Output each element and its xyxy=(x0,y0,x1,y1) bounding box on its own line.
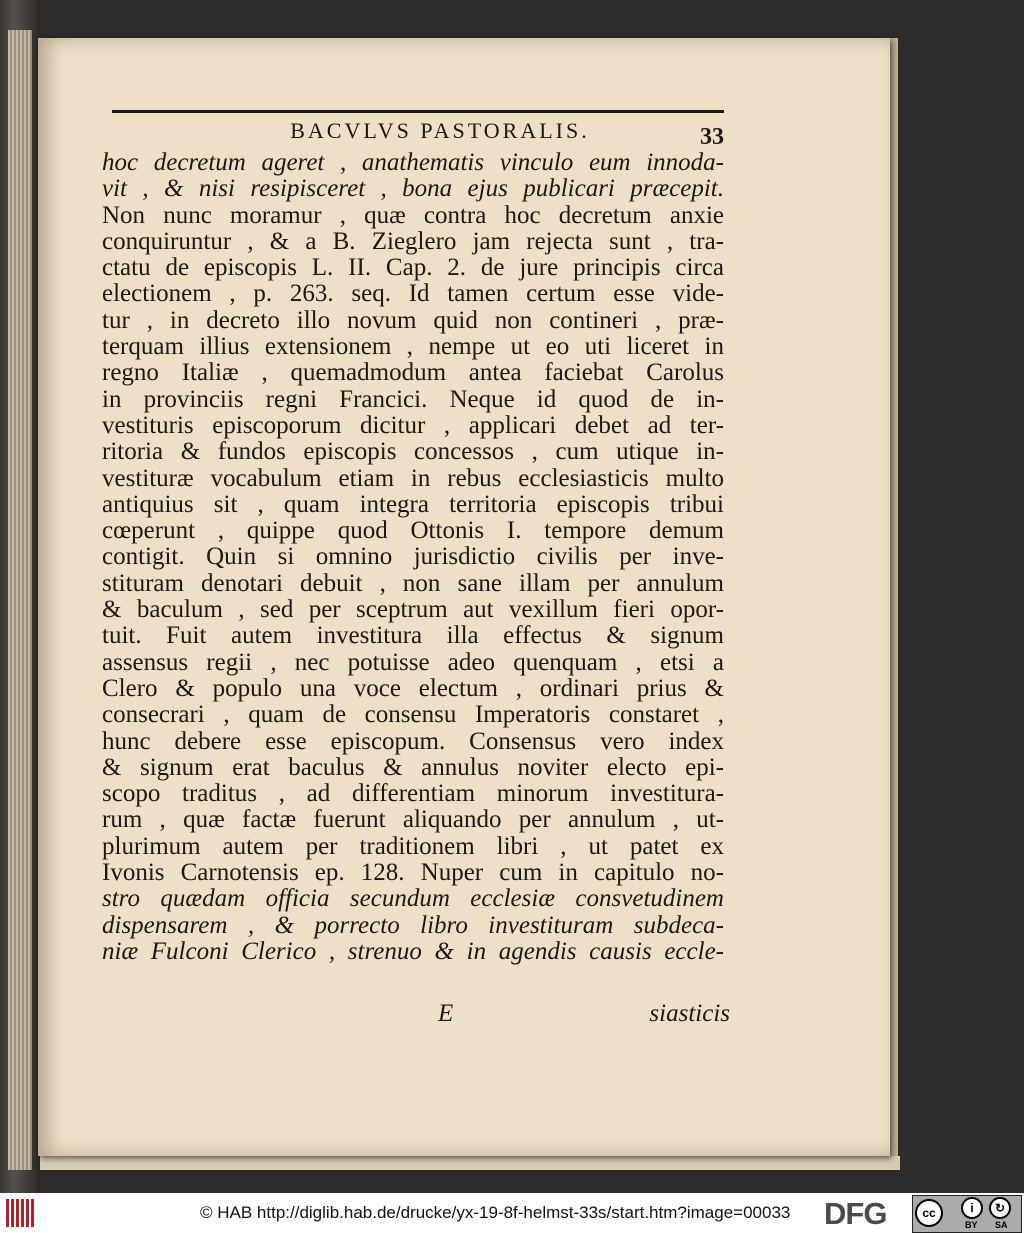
text-line: & baculum , sed per sceptrum aut vexillum fieri opor- xyxy=(102,596,724,624)
page-number: 33 xyxy=(700,124,724,150)
dfg-logo[interactable]: DFG xyxy=(824,1196,887,1231)
share-alike-icon: ↻ xyxy=(989,1197,1011,1219)
signature-mark: E xyxy=(438,1000,454,1027)
catchword: siasticis xyxy=(649,1000,730,1027)
text-line: tuit. Fuit autem investitura illa effectus & signum xyxy=(102,622,724,650)
body-text xyxy=(102,150,724,965)
text-line: scopo traditus , ad differentiam minorum investitura- xyxy=(102,780,724,808)
cc-license-badge[interactable] xyxy=(912,1195,1022,1233)
text-line: rum , quæ factæ fuerunt aliquando per annulum , ut- xyxy=(102,806,724,834)
text-line: dispensarem , & porrecto libro investituram subdeca- xyxy=(102,911,724,939)
page-edges xyxy=(8,30,32,1170)
attribution-icon: i xyxy=(961,1197,983,1219)
text-line: contigit. Quin si omnino jurisdictio civilis per inve- xyxy=(102,543,724,571)
text-line: Non nunc moramur , quæ contra hoc decretum anxie xyxy=(102,201,724,229)
text-line: & signum erat baculus & annulus noviter electo epi- xyxy=(102,753,724,781)
text-line: terquam illius extensionem , nempe ut eo uti liceret in xyxy=(102,333,724,361)
text-line: ritoria & fundos episcopis concessos , cum utique in- xyxy=(102,438,724,466)
text-line: hunc debere esse episcopum. Consensus vero index xyxy=(102,727,724,755)
text-line: in provinciis regni Francici. Neque id quod de in- xyxy=(102,385,724,413)
text-line: Ivonis Carnotensis ep. 128. Nuper cum in capitulo no- xyxy=(102,859,724,887)
text-line: vestituris episcoporum dicitur , applicari debet ad ter- xyxy=(102,411,724,439)
text-line: niæ Fulconi Clerico , strenuo & in agendis causis eccle- xyxy=(102,937,724,965)
page-bottom-edge xyxy=(40,1156,900,1170)
text-line: hoc decretum ageret , anathematis vinculo eum innoda- xyxy=(102,149,724,176)
cc-sa-label: SA xyxy=(995,1220,1008,1230)
text-line: ctatu de episcopis L. II. Cap. 2. de jure principis circa xyxy=(102,254,724,282)
cc-icon: cc xyxy=(915,1199,943,1227)
text-line: conquiruntur , & a B. Zieglero jam rejecta sunt , tra- xyxy=(102,227,724,255)
text-line: regno Italiæ , quemadmodum antea faciebat Carolus xyxy=(102,359,724,387)
text-line: Clero & populo una voce electum , ordinari prius & xyxy=(102,674,724,702)
hab-logo-icon[interactable] xyxy=(6,1199,36,1227)
page-footer-line xyxy=(102,1000,730,1030)
viewer-footer-bar xyxy=(0,1193,1024,1233)
text-line: electionem , p. 263. seq. Id tamen certum esse vide- xyxy=(102,280,724,308)
text-line: assensus regii , nec potuisse adeo quenquam , etsi a xyxy=(102,648,724,676)
text-line: tur , in decreto illo novum quid non contineri , præ- xyxy=(102,306,724,334)
citation-link[interactable]: © HAB http://diglib.hab.de/drucke/yx-19-8f-helmst-33s/start.htm?image=00033 xyxy=(200,1203,791,1222)
cc-by-label: BY xyxy=(965,1220,978,1230)
text-line: antiquius sit , quam integra territoria episcopis tribui xyxy=(102,490,724,518)
text-line: plurimum autem per traditionem libri , ut patet ex xyxy=(102,832,724,860)
text-line: stro quædam officia secundum ecclesiæ consvetudinem xyxy=(102,885,724,913)
text-line: stituram denotari debuit , non sane illam per annulum xyxy=(102,569,724,597)
header-rule xyxy=(112,110,724,113)
page-shadow xyxy=(890,38,898,1158)
text-line: consecrari , quam de consensu Imperatoris constaret , xyxy=(102,701,724,729)
text-line: vit , & nisi resipisceret , bona ejus publicari præcepit. xyxy=(102,175,724,203)
running-head: BACVLVS PASTORALIS. xyxy=(290,118,590,143)
text-line: vestituræ vocabulum etiam in rebus ecclesiasticis multo xyxy=(102,464,724,492)
text-line: cœperunt , quippe quod Ottonis I. tempore demum xyxy=(102,517,724,545)
